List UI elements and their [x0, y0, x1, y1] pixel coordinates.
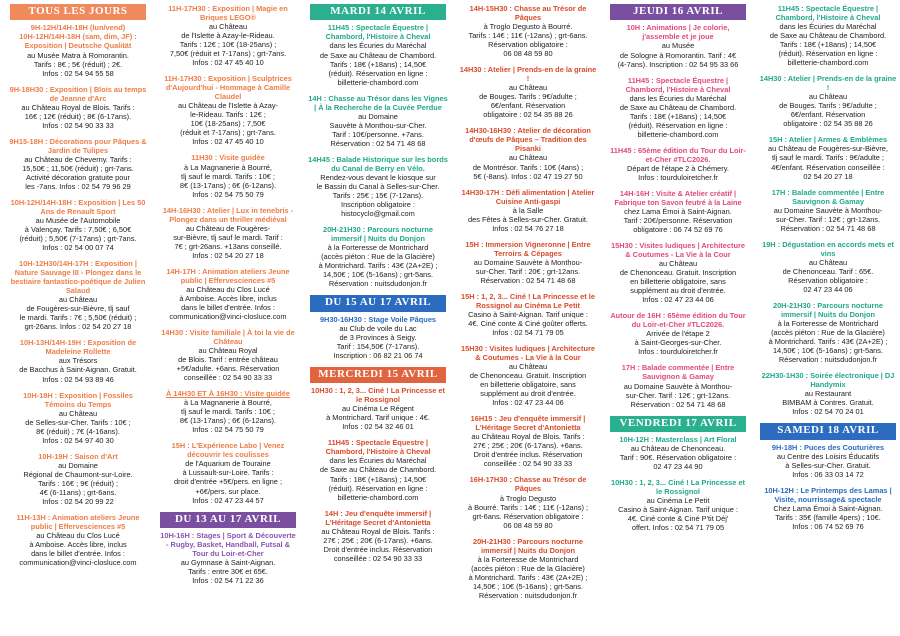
event	[308, 94, 448, 148]
event-title: 14H : Jeu d'enquête immersif | L'Héritage Secret d'Antonietta	[324, 508, 432, 527]
column-4	[458, 4, 598, 607]
event-title: 10H-12H/14H-18H : Exposition | Les 50 Ans de Renault Sport	[10, 197, 146, 216]
day-header: DU 15 AU 17 AVRIL	[310, 295, 446, 311]
event-title: 14H30 : Atelier | Prends-en de la graine !	[759, 74, 897, 93]
event-details: au Château Royal de Blois. Tarif : entrée château +5€/adulte. +6ans. Réservation conseillée : 02 54 90 33 33	[176, 346, 280, 383]
day-header: MERCREDI 15 AVRIL	[310, 367, 446, 383]
event	[608, 363, 748, 408]
event-details: au Cinéma Le Régent à Montrichard. Tarif unique : 4€. Infos : 02 54 32 46 01	[326, 404, 430, 432]
event-details: au Château Royal de Blois. Tarifs : 27€ ; 25€ ; 20€ (6-17ans). +6ans. Droit d'entrée inclus. Réservation conseillée : 02 54 90 33 33	[321, 526, 435, 563]
event-details: au Château de Selles-sur-Cher. Tarifs : 10€ ; 8€ (réduit) ; 7€ (4-16ans). Infos : 02 54 97 40 30	[25, 408, 131, 445]
event-title: 11H45 : Spectacle Équestre | Chambord, l'Histoire à Cheval	[625, 75, 731, 94]
event	[458, 537, 598, 600]
event-details: au Château du Clos Lucé à Amboise. Accès libre, inclus dans le billet d'entrée. Infos : communication@vinci-closluce.com	[169, 284, 287, 321]
event-details: dans les Écuries du Maréchal de Saxe au Château de Chambord. Tarifs : 18€ (+18ans) ; 14,50€ (réduit). Réservation en ligne : billetterie-chambord.com	[319, 41, 437, 87]
day-header: MARDI 14 AVRIL	[310, 4, 446, 20]
event-title: 15H30 : Visites ludiques | Architecture & Coutumes - La Vie à la Cour	[611, 241, 745, 260]
event	[608, 311, 748, 356]
event-details: dans les Écuries du Maréchal de Saxe au Château de Chambord. Tarifs : 18€ (+18ans) ; 14,50€ (réduit). Réservation en ligne : billetterie-chambord.com	[619, 93, 737, 139]
column-5	[608, 4, 748, 539]
event-details: au Château de l'Islette à Azay-le-Rideau. Tarifs : 12€ ; 10€ (18-25ans) ; 7,50€ (réduit et 7-17ans) ; grt-7ans. Infos : 02 47 45 40 10	[169, 22, 287, 68]
event-details: au Château Royal de Blois. Tarifs : 16€ ; 12€ (réduit) ; 8€ (6-17ans). Infos : 02 54 90 33 33	[21, 102, 135, 130]
day-header: TOUS LES JOURS	[10, 4, 146, 20]
event-details: au Château de l'Islette à Azay- le-Rideau. Tarifs : 12€ ; 10€ (18-25ans) ; 7,50€ (réduit et 7-17ans) ; grt-7ans. Infos : 02 47 45 40 10	[177, 101, 278, 147]
event-details: à Troglo Degusto à Bourré. Tarifs : 14€ ; 11€ (-12ans) ; grt-6ans. Réservation obligatoire : 06 08 48 59 80	[467, 493, 589, 530]
event-details: à la Forteresse de Montrichard (accès piéton : Rue de la Glacière) à Montrichard. Tarifs : 43€ (2A+2E) ; 14,50€ ; 10€ (5-16ans) ; grt-5ans. Réservation : nuitsdudonjon.fr	[468, 554, 588, 600]
event-title: 16H-17H30 : Chasse au Trésor de Pâques	[469, 475, 587, 494]
event-title: 11H-13H : Animation ateliers Jeune public | Effervesciences #5	[16, 512, 140, 531]
event-title: 11H-17H30 : Exposition | Sculptrices d'Aujourd'hui - Hommage à Camille Claudel	[164, 74, 292, 102]
event	[608, 23, 748, 68]
event	[158, 441, 298, 504]
event-title: 15H30 : Visites ludiques | Architecture & Coutumes - La Vie à la Cour	[461, 344, 595, 363]
event	[608, 241, 748, 304]
event	[158, 153, 298, 198]
event	[458, 126, 598, 180]
column-6	[758, 4, 898, 538]
event-details: à La Magnanerie à Bourré, tlj sauf le mardi. Tarifs : 10€ ; 8€ (13-17ans) ; 6€ (6-12ans). Infos : 02 54 75 50 79	[179, 398, 277, 435]
event	[758, 135, 898, 180]
event	[608, 146, 748, 182]
event	[758, 74, 898, 128]
event	[308, 315, 448, 360]
event-title: 10H-12H : Le Printemps des Lamas | Visite, nourrissage& spectacle	[764, 485, 892, 504]
event-details: à la Salle des Fêtes à Selles-sur-Cher. Gratuit. Infos : 02 54 76 27 18	[468, 205, 588, 233]
event	[758, 443, 898, 479]
event-title: 9H-12H/14H-18H (lun/vend) 10H-12H/14H-18H (sam, dim, JF) : Exposition | Deutsche Qualität	[19, 23, 137, 51]
event	[458, 292, 598, 337]
event-details: au Domaine Sauvète à Monthou- sur-Cher. Tarif : 12€ ; grt-12ans. Réservation : 02 54 71 48 68	[623, 381, 733, 409]
column-3	[308, 4, 448, 570]
event-details: à la Forteresse de Montrichard (accès piéton : Rue de la Glacière) à Montrichard. Tarifs : 43€ (2A+2E) ; 14,50€ ; 10€ (5-16ans) ; grt-5ans. Réservation : nuitsdudonjon.fr	[318, 243, 438, 289]
event-details: aux Trésors de Bacchus à Saint-Aignan. Gratuit. Infos : 02 54 93 89 46	[19, 356, 137, 384]
event-details: chez Lama Émoi à Saint-Aignan. Tarif : 20€/personne. Réservation obligatoire : 06 74 52 69 76	[623, 206, 733, 235]
event-title: 15H : 1, 2, 3... Ciné ! La Princesse et le Rossignol au Cinéma Le Petit	[461, 291, 595, 310]
day-header: JEUDI 16 AVRIL	[610, 4, 746, 20]
event-title: 14H-16H30 : Atelier | Lux in tenebris - Plongez dans un thriller médiéval	[162, 205, 294, 224]
event	[158, 267, 298, 321]
event-title: 16H15 : Jeu d'enquête immersif | L'Héritage Secret d'Antonietta	[470, 414, 586, 433]
event	[308, 386, 448, 431]
event-details: Arrivée de l'étape 2 à Saint-Georges-sur-Cher. Infos : tourduloiretcher.fr	[634, 329, 722, 357]
day-header: SAMEDI 18 AVRIL	[760, 423, 896, 439]
event-details: au Château de Bouges. Tarifs : 9€/adulte ; 6€/enfant. Réservation obligatoire : 02 54 35 88 26	[479, 83, 577, 120]
event	[608, 478, 748, 532]
event-details: au Château de Chenonceau. Gratuit. Inscription en billetterie obligatoire, sans supplément au droit d'entrée. Infos : 02 47 23 44 06	[619, 259, 737, 305]
event-title: 15H : L'Expérience Labo | Venez découvrir les coulisses	[171, 441, 285, 460]
event	[458, 344, 598, 407]
event	[608, 435, 748, 471]
event-title: 9H-18H30 : Exposition | Blois au temps de Jeanne d'Arc	[9, 84, 147, 103]
event-details: au Château de Fougères-sur-Bièvre, tlj sauf le mardi. Tarifs : 7€ ; 5,50€ (réduit) ; grt-26ans. Infos : 02 54 20 27 18	[19, 295, 137, 332]
event-details: au Château du Clos Lucé à Amboise. Accès libre, inclus dans le billet d'entrée. Infos : communication@vinci-closluce.com	[19, 530, 137, 568]
event-title: 11H45 : Spectacle Équestre | Chambord, l'Histoire à Cheval	[775, 4, 881, 23]
event-title: 14H30 : Visite familiale | À toi la vie de Château	[161, 328, 295, 347]
event	[458, 240, 598, 285]
event	[758, 188, 898, 233]
event-title: 14H-17H : Animation ateliers Jeune public | Effervesciences #5	[166, 266, 290, 285]
event	[8, 338, 148, 383]
event-details: au Domaine Régional de Chaumont-sur-Loire. Tarifs : 16€ ; 9€ (réduit) ; 4€ (6-11ans) ; grt-6ans. Infos : 02 54 20 99 22	[23, 460, 133, 506]
event	[458, 414, 598, 468]
event	[8, 137, 148, 191]
event-title: 14H : Chasse au Trésor dans les Vignes | À la Recherche de la Cuvée Perdue	[308, 93, 448, 112]
event-details: au Château de Chenonceau. Gratuit. Inscription en billetterie obligatoire, sans supplément au droit d'entrée. Infos : 02 47 23 44 06	[469, 362, 587, 408]
event-details: au Restaurant BIMBAM à Contres. Gratuit. Infos : 02 54 70 24 01	[782, 389, 874, 417]
event	[758, 4, 898, 67]
event-title: 14H30-17H : Défi alimentation | Atelier Cuisine Anti-gaspi	[461, 187, 595, 206]
event-title: 14H-16H : Visite & Atelier créatif | Fabrique ton Savon feutré à la Laine	[614, 188, 742, 207]
event	[608, 189, 748, 234]
event-title: 20H-21H30 : Parcours nocturne immersif | Nuits du Donjon	[322, 225, 434, 244]
event	[8, 198, 148, 252]
event	[308, 438, 448, 501]
event-details: de l'Aquarium de Touraine à Lussault-sur-Loire. Tarifs : droit d'entrée +5€/pers. en ligne ; +6€/pers. sur place. Infos : 02 47 23 44 57	[173, 459, 283, 505]
event-details: au Château de Fougères- sur-Bièvre, tlj sauf le mardi. Tarif : 7€ ; grt-26ans. +13ans conseillé. Infos : 02 54 20 27 18	[173, 223, 283, 260]
event	[458, 4, 598, 58]
event-title: 10H : Animations | Je colorie, j'assemble et je joue	[626, 23, 730, 42]
event-title: 14H30-16H30 : Atelier de décoration d'œufs de Pâques – Tradition des Pisanki	[465, 126, 591, 154]
event	[758, 371, 898, 416]
event-title: 20H-21H30 : Parcours nocturne immersif | Nuits du Donjon	[772, 300, 884, 319]
event	[458, 188, 598, 233]
event	[758, 301, 898, 364]
event-details: au Château de Montrésor. Tarifs : 10€ (4ans) ; 5€ (-8ans). Infos : 02 47 19 27 50	[472, 153, 584, 181]
event-title: 9H30-16H30 : Stage Voile Pâques	[319, 314, 437, 324]
column-1	[8, 4, 148, 574]
event-details: au Gymnase à Saint-Aignan. Tarifs : entre 30€ et 65€. Infos : 02 54 71 22 36	[180, 558, 276, 586]
event-title: 19H : Dégustation en accords mets et vins	[762, 239, 894, 258]
event	[458, 65, 598, 119]
event	[8, 259, 148, 331]
event-title: 14H-15H30 : Chasse au Trésor de Pâques	[469, 4, 587, 23]
event-details: au Musée Matra à Romorantin. Tarifs : 8€ ; 5€ (réduit) ; 2€. Infos : 02 54 94 55 58	[27, 50, 129, 78]
event	[8, 452, 148, 506]
event-details: au Château de Chenonceau. Tarif : 65€. Réservation obligatoire : 02 47 23 44 06	[782, 257, 874, 294]
day-header: DU 13 AU 17 AVRIL	[160, 512, 296, 528]
event	[758, 486, 898, 531]
event-details: Départ de l'étape 2 à Chémery. Infos : tourduloiretcher.fr	[627, 163, 729, 182]
event-details: Rendez-vous devant le kiosque sur le Bassin du Canal à Selles-sur-Cher. Tarifs : 25€ ; 15€ (7-12ans). Inscription obligatoire : histocyclo@gmail.com	[316, 172, 440, 218]
event-title: 9H-18H : Puces des Couturières	[771, 442, 885, 452]
event-details: au Château Royal de Blois. Tarifs : 27€ ; 25€ ; 20€ (6-17ans). +6ans. Droit d'entrée inclus. Réservation conseillée : 02 54 90 33 33	[471, 432, 585, 469]
event-title: À 14H30 ET À 16H30 : Visite guidée	[166, 389, 290, 399]
event-details: au Club de voile du Lac de 3 Provinces à Seigy. Tarif : 154,50€ (7-17ans). Inscription : 06 82 21 06 74	[333, 323, 423, 360]
event	[8, 23, 148, 77]
event-details: à Troglo Degusto à Bourré. Tarifs : 14€ ; 11€ (-12ans) ; grt-6ans. Réservation obligatoire : 06 08 48 59 80	[468, 22, 588, 59]
event-title: 15H : Immersion Vigneronne | Entre Terroirs & Cépages	[465, 239, 591, 258]
event	[158, 531, 298, 585]
event-title: 10H-12H : Masterclass | Art Floral	[619, 435, 737, 444]
event-title: 11H30 : Visite guidée	[191, 153, 265, 163]
event	[8, 513, 148, 567]
event-details: au Domaine Sauvète à Monthou- sur-Cher. Tarif : 12€ ; grt-12ans. Réservation : 02 54 71 48 68	[773, 205, 883, 233]
event-details: à la Forteresse de Montrichard (accès piéton : Rue de la Glacière) à Montrichard. Tarifs : 43€ (2A+2E) ; 14,50€ ; 10€ (5-16ans) ; grt-5ans. Réservation : nuitsdudonjon.fr	[768, 318, 888, 365]
event	[308, 225, 448, 288]
event-details: au Musée de l'Automobile à Valençay. Tarifs : 7,50€ ; 6,50€ (réduit) ; 5,50€ (7-17ans) ; grt-7ans. Infos : 02 54 00 07 74	[19, 216, 137, 253]
event	[308, 509, 448, 563]
event-title: 11H45 : Spectacle Équestre | Chambord, l'Histoire à Cheval	[325, 23, 431, 42]
event-title: 14H45 : Balade Historique sur les bords du Canal de Berry en Vélo.	[308, 154, 448, 173]
event	[608, 76, 748, 139]
event-title: 10H-13H/14H-19H : Exposition de Madeleine Rollette	[19, 338, 137, 357]
event	[158, 389, 298, 434]
event-details: au Centre des Loisirs Éducatifs à Selles-sur-Cher. Gratuit. Infos : 06 33 03 14 72	[776, 451, 880, 479]
event-details: au Château de Fougères-sur-Bièvre, tlj sauf le mardi. Tarifs : 9€/adulte ; 4€/enfant. Réservation conseillée : 02 54 20 27 18	[768, 144, 888, 181]
event-details: au Cinéma Le Petit Casino à Saint-Aignan. Tarif unique : 4€. Ciné conte & Ciné P'tit Déj' offert. Infos : 02 54 71 79 05	[618, 496, 738, 533]
event	[158, 4, 298, 67]
event-details: Chez Lama Émoi à Saint-Aignan. Tarifs : 35€ (famille 4pers) ; 10€. Infos : 06 74 52 69 76	[773, 503, 883, 531]
event-title: 11H45 : 65ème édition du Tour du Loir-et-Cher #TLC2026.	[610, 145, 746, 164]
event-title: 17H : Balade commentée | Entre Sauvignon & Gamay	[771, 187, 885, 206]
event-title: 11H-17H30 : Exposition | Magie en Briques LEGO®	[168, 4, 288, 23]
event-details: au Château de Chenonceau. Tarif : 90€. Réservation obligatoire : 02 47 23 44 90	[619, 444, 737, 472]
event	[158, 74, 298, 146]
column-2	[158, 4, 298, 592]
event	[8, 391, 148, 445]
event-title: 10H-18H : Exposition | Fossiles Témoins du Temps	[23, 390, 133, 409]
event-title: Autour de 16H : 65ème édition du Tour du Loir-et-Cher #TLC2026.	[610, 311, 746, 330]
event-title: 10H-16H : Stages | Sport & Découverte - Rugby, Basket, Handball, Futsal & Tour du Loir-et-Cher	[160, 530, 296, 559]
event-details: au Domaine Sauvète à Monthou- sur-Cher. Tarif : 20€ ; grt-12ans. Réservation : 02 54 71 48 68	[473, 257, 583, 285]
event-title: 15H : Atelier | Armes & Emblèmes	[768, 135, 888, 145]
event-details: au Musée de Sologne à Romorantin. Tarif : 4€ (4-7ans). Inscription : 02 54 95 33 66	[617, 41, 739, 69]
event-title: 22H30-1H30 : Soirée électronique | DJ Handymix	[761, 371, 895, 390]
event	[308, 155, 448, 218]
event-title: 10H-19H : Saison d'Art	[38, 451, 118, 461]
event-title: 11H45 : Spectacle Équestre | Chambord, l'Histoire à Cheval	[325, 438, 431, 457]
event	[158, 328, 298, 382]
event-details: au Château de Bouges. Tarifs : 9€/adulte ; 6€/enfant. Réservation obligatoire : 02 54 35 88 26	[779, 92, 877, 129]
event-title: 9H15-18H : Décorations pour Pâques & Jardin de Tulipes	[9, 136, 147, 155]
event-title: 14H30 : Atelier | Prends-en de la graine !	[459, 65, 597, 84]
event-details: à La Magnanerie à Bourré, tlj sauf le mardi. Tarifs : 10€ ; 8€ (13-17ans) ; 6€ (6-12ans). Infos : 02 54 75 50 79	[179, 162, 277, 199]
event-title: 17H : Balade commentée | Entre Sauvignon & Gamay	[621, 363, 735, 382]
event-title: 10H30 : 1, 2, 3... Ciné ! La Princesse et le Rossignol	[611, 478, 745, 497]
event-title: 10H30 : 1, 2, 3... Ciné ! La Princesse et le Rossignol	[311, 386, 445, 405]
event-details: dans les Écuries du Maréchal de Saxe au Château de Chambord. Tarifs : 18€ (+18ans) ; 14,50€ (réduit). Réservation en ligne : billetterie-chambord.com	[769, 22, 887, 68]
event-details: au Château de Cheverny. Tarifs : 15,50€ ; 11,50€ (réduit) ; grt-7ans. Activité décoration gratuite pour les -7ans. Infos : 02 54 79 96 29	[22, 154, 134, 191]
event	[758, 240, 898, 294]
day-header: VENDREDI 17 AVRIL	[610, 416, 746, 432]
event-title: 20H-21H30 : Parcours nocturne immersif | Nuits du Donjon	[472, 536, 584, 555]
event	[458, 475, 598, 529]
event-details: dans les Écuries du Maréchal de Saxe au Château de Chambord. Tarifs : 18€ (+18ans) ; 14,50€ (réduit). Réservation en ligne : billetterie-chambord.com	[319, 456, 437, 502]
event-title: 10H-12H30/14H-17H : Exposition | Nature Sauvage III - Plongez dans le bestiaire fantastico-poétique de Julien Salaud	[10, 259, 146, 296]
event-details: au Domaine Sauvète à Monthou-sur-Cher. Tarif : 10€/personne. +7ans. Réservation : 02 54 71 48 68	[329, 111, 427, 148]
event-details: Casino à Saint-Aignan. Tarif unique : 4€. Ciné conte & Ciné goûter offerts. Infos : 02 54 71 79 05	[468, 309, 588, 337]
event	[308, 23, 448, 86]
event	[158, 206, 298, 260]
event	[8, 85, 148, 130]
